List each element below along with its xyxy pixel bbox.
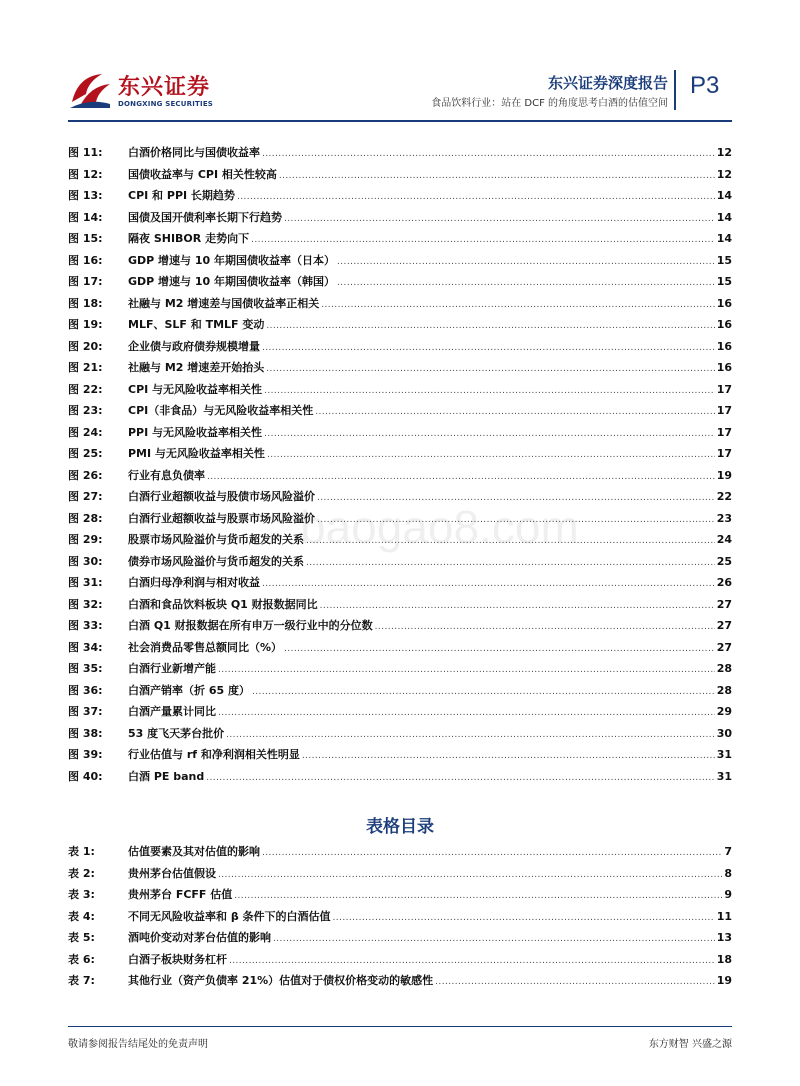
figure-toc-row[interactable] <box>68 166 732 188</box>
table-toc-row[interactable] <box>68 929 732 951</box>
figure-toc-row[interactable] <box>68 230 732 252</box>
report-subtitle: 食品饮料行业：站在 DCF 的角度思考白酒的估值空间 <box>431 98 668 109</box>
entry-page: 22 <box>716 490 732 503</box>
figure-toc-row[interactable] <box>68 617 732 639</box>
leader-dots <box>262 579 715 589</box>
footer-rule <box>68 1026 732 1027</box>
leader-dots <box>207 472 715 482</box>
figure-toc-row[interactable] <box>68 510 732 532</box>
leader-dots <box>229 956 715 966</box>
entry-page: 8 <box>724 866 732 880</box>
entry-label: 图 24: <box>68 425 103 439</box>
entry-label: 图 12: <box>68 167 103 181</box>
entry-title: 白酒产量累计同比 <box>128 705 216 718</box>
entry-label: 图 22: <box>68 382 103 396</box>
entry-label: 图 34: <box>68 640 103 654</box>
figure-toc-row[interactable] <box>68 209 732 231</box>
entry-title: 估值要素及其对估值的影响 <box>128 845 260 858</box>
entry-title: 其他行业（资产负债率 21%）估值对于债权价格变动的敏感性 <box>128 974 434 987</box>
entry-title: 社会消费品零售总额同比（%） <box>128 640 283 654</box>
entry-label: 图 29: <box>68 533 103 546</box>
entry-page: 28 <box>716 662 732 675</box>
watermark: baogao8.com <box>300 501 579 553</box>
entry-label: 图 18: <box>68 296 103 310</box>
leader-dots <box>262 149 715 159</box>
leader-dots <box>320 601 715 611</box>
entry-label: 图 16: <box>68 253 103 267</box>
entry-title: 国债及国开债利率长期下行趋势 <box>128 210 282 224</box>
entry-label: 图 21: <box>68 361 103 374</box>
entry-page: 29 <box>716 705 732 718</box>
table-list <box>68 843 732 994</box>
leader-dots <box>279 171 715 181</box>
entry-label: 图 25: <box>68 447 103 460</box>
figure-toc-row[interactable] <box>68 553 732 575</box>
figure-toc-row[interactable] <box>68 316 732 338</box>
figure-toc-row[interactable] <box>68 252 732 274</box>
figure-toc-row[interactable] <box>68 467 732 489</box>
entry-label: 图 40: <box>68 769 103 783</box>
entry-page: 14 <box>716 210 732 224</box>
leader-dots <box>226 730 715 740</box>
entry-page: 17 <box>716 404 732 417</box>
entry-title: 贵州茅台 FCFF 估值 <box>128 888 233 901</box>
entry-label: 图 36: <box>68 683 103 697</box>
figure-toc-row[interactable] <box>68 639 732 661</box>
figure-toc-row[interactable] <box>68 273 732 295</box>
entry-title: 企业债与政府债券规模增量 <box>128 339 260 353</box>
figure-toc-row[interactable] <box>68 746 732 768</box>
entry-page: 30 <box>716 726 732 740</box>
figure-toc-row[interactable] <box>68 338 732 360</box>
entry-label: 图 33: <box>68 619 103 632</box>
entry-page: 24 <box>716 533 732 546</box>
entry-label: 图 11: <box>68 146 103 159</box>
entry-page: 17 <box>716 447 732 460</box>
leader-dots <box>333 913 715 923</box>
entry-title: GDP 增速与 10 年期国债收益率（日本） <box>128 253 336 267</box>
entry-title: 白酒 Q1 财报数据在所有申万一级行业中的分位数 <box>128 619 373 632</box>
entry-title: 不同无风险收益率和 β 条件下的白酒估值 <box>128 909 331 923</box>
entry-title: 白酒 PE band <box>128 769 205 783</box>
tables-section-title: 表格目录 <box>366 817 434 837</box>
entry-title: CPI 和 PPI 长期趋势 <box>128 189 235 202</box>
header-divider <box>674 70 676 110</box>
entry-page: 18 <box>716 952 732 966</box>
entry-title: 白酒归母净利润与相对收益 <box>128 576 260 589</box>
figure-toc-row[interactable] <box>68 488 732 510</box>
entry-title: MLF、SLF 和 TMLF 变动 <box>128 318 265 331</box>
entry-label: 表 3: <box>68 888 95 901</box>
figure-toc-row[interactable] <box>68 768 732 790</box>
entry-page: 7 <box>724 845 732 858</box>
figure-toc-row[interactable] <box>68 682 732 704</box>
entry-page: 17 <box>716 382 732 396</box>
entry-page: 26 <box>716 576 732 589</box>
table-toc-row[interactable] <box>68 951 732 973</box>
entry-label: 表 1: <box>68 845 95 858</box>
figure-toc-row[interactable] <box>68 359 732 381</box>
entry-page: 15 <box>716 275 732 288</box>
table-toc-row[interactable] <box>68 908 732 930</box>
entry-page: 13 <box>716 931 732 944</box>
entry-page: 19 <box>716 468 732 482</box>
entry-title: 白酒行业超额收益与股债市场风险溢价 <box>128 490 315 503</box>
entry-title: 白酒价格同比与国债收益率 <box>128 146 260 159</box>
entry-label: 图 35: <box>68 662 103 675</box>
leader-dots <box>218 665 715 675</box>
entry-label: 表 4: <box>68 909 95 923</box>
page-header <box>0 0 800 130</box>
leader-dots <box>267 450 715 460</box>
logo-english-name: DONGXING SECURITIES <box>118 100 214 108</box>
leader-dots <box>218 870 722 880</box>
leader-dots <box>284 214 715 224</box>
entry-page: 23 <box>716 511 732 525</box>
entry-page: 27 <box>716 640 732 654</box>
leader-dots <box>262 848 722 858</box>
entry-title: 行业估值与 rf 和净利润相关性明显 <box>128 748 300 761</box>
entry-label: 图 31: <box>68 576 103 589</box>
leader-dots <box>266 321 714 331</box>
entry-label: 图 14: <box>68 210 103 224</box>
entry-label: 图 26: <box>68 468 103 482</box>
leader-dots <box>237 192 715 202</box>
entry-title: PMI 与无风险收益率相关性 <box>128 447 265 460</box>
entry-page: 19 <box>716 974 732 987</box>
logo-chinese-name: 东兴证券 <box>118 75 211 100</box>
leader-dots <box>375 622 715 632</box>
table-toc-row[interactable] <box>68 865 732 887</box>
entry-page: 9 <box>724 888 732 901</box>
entry-label: 表 2: <box>68 866 95 880</box>
entry-title: 国债收益率与 CPI 相关性较高 <box>128 167 277 181</box>
figure-toc-row[interactable] <box>68 574 732 596</box>
figure-toc-row[interactable] <box>68 295 732 317</box>
entry-label: 表 6: <box>68 952 95 966</box>
figure-toc-row[interactable] <box>68 531 732 553</box>
footer-slogan: 东方财智 兴盛之源 <box>648 1039 732 1050</box>
leader-dots <box>337 278 715 288</box>
header-rule <box>68 120 732 122</box>
entry-title: 隔夜 SHIBOR 走势向下 <box>128 232 250 245</box>
figure-toc-row[interactable] <box>68 596 732 618</box>
entry-label: 图 17: <box>68 275 103 288</box>
leader-dots <box>317 493 715 503</box>
entry-label: 图 32: <box>68 597 103 611</box>
footer-disclaimer: 敬请参阅报告结尾处的免责声明 <box>68 1039 208 1050</box>
leader-dots <box>251 235 715 245</box>
entry-page: 14 <box>716 189 732 202</box>
entry-page: 31 <box>716 748 732 761</box>
entry-page: 27 <box>716 619 732 632</box>
table-toc-row[interactable] <box>68 972 732 994</box>
leader-dots <box>264 386 715 396</box>
leader-dots <box>264 429 715 439</box>
entry-page: 15 <box>716 253 732 267</box>
entry-title: 白酒行业新增产能 <box>128 662 216 675</box>
entry-page: 16 <box>716 318 732 331</box>
entry-title: 股票市场风险溢价与货币超发的关系 <box>128 533 304 546</box>
entry-label: 图 39: <box>68 748 103 761</box>
figure-toc-row[interactable] <box>68 381 732 403</box>
entry-page: 12 <box>716 146 732 159</box>
figure-toc-row[interactable] <box>68 725 732 747</box>
figure-toc-row[interactable] <box>68 424 732 446</box>
leader-dots <box>252 687 715 697</box>
leader-dots <box>284 644 715 654</box>
leader-dots <box>262 343 715 353</box>
entry-title: 白酒和食品饮料板块 Q1 财报数据同比 <box>128 597 318 611</box>
leader-dots <box>266 364 714 374</box>
entry-title: 白酒产销率（折 65 度） <box>128 683 250 697</box>
entry-label: 图 30: <box>68 554 103 568</box>
entry-label: 图 37: <box>68 705 103 718</box>
entry-label: 图 23: <box>68 404 103 417</box>
entry-title: 酒吨价变动对茅台估值的影响 <box>128 931 271 944</box>
entry-page: 28 <box>716 683 732 697</box>
entry-label: 表 5: <box>68 931 95 944</box>
figure-toc-row[interactable] <box>68 660 732 682</box>
entry-title: 贵州茅台估值假设 <box>128 866 216 880</box>
entry-page: 12 <box>716 167 732 181</box>
entry-title: 53 度飞天茅台批价 <box>128 726 225 740</box>
entry-label: 图 28: <box>68 511 103 525</box>
entry-page: 27 <box>716 597 732 611</box>
entry-label: 图 19: <box>68 318 103 331</box>
entry-page: 14 <box>716 232 732 245</box>
leader-dots <box>317 515 715 525</box>
leader-dots <box>218 708 715 718</box>
leader-dots <box>321 300 714 310</box>
figure-toc-row[interactable] <box>68 402 732 424</box>
entry-title: 行业有息负债率 <box>128 468 205 482</box>
entry-title: 社融与 M2 增速差开始抬头 <box>128 361 265 374</box>
entry-label: 图 15: <box>68 232 103 245</box>
entry-title: 白酒行业超额收益与股票市场风险溢价 <box>128 511 315 525</box>
entry-page: 31 <box>716 769 732 783</box>
entry-label: 图 38: <box>68 726 103 740</box>
leader-dots <box>306 558 715 568</box>
entry-page: 16 <box>716 339 732 353</box>
entry-page: 16 <box>716 361 732 374</box>
leader-dots <box>435 977 715 987</box>
entry-label: 图 27: <box>68 490 103 503</box>
entry-page: 17 <box>716 425 732 439</box>
entry-page: 11 <box>716 909 732 923</box>
figure-toc-row[interactable] <box>68 144 732 166</box>
company-logo <box>68 68 218 118</box>
entry-label: 表 7: <box>68 974 95 987</box>
figure-toc-row[interactable] <box>68 445 732 467</box>
entry-title: CPI 与无风险收益率相关性 <box>128 382 263 396</box>
leader-dots <box>206 773 714 783</box>
entry-title: 社融与 M2 增速差与国债收益率正相关 <box>128 296 320 310</box>
leader-dots <box>306 536 715 546</box>
entry-title: GDP 增速与 10 年期国债收益率（韩国） <box>128 275 336 288</box>
table-toc-row[interactable] <box>68 843 732 865</box>
entry-label: 图 20: <box>68 339 103 353</box>
table-toc-row[interactable] <box>68 886 732 908</box>
entry-page: 16 <box>716 296 732 310</box>
entry-title: PPI 与无风险收益率相关性 <box>128 425 263 439</box>
leader-dots <box>234 891 722 901</box>
logo-mark-icon <box>68 68 112 112</box>
entry-title: 债券市场风险溢价与货币超发的关系 <box>128 554 304 568</box>
entry-title: CPI（非食品）与无风险收益率相关性 <box>128 404 314 417</box>
figure-list <box>68 144 732 789</box>
leader-dots <box>337 257 715 267</box>
page-number: P3 <box>690 72 720 99</box>
entry-title: 白酒子板块财务杠杆 <box>128 952 227 966</box>
entry-page: 25 <box>716 554 732 568</box>
leader-dots <box>302 751 715 761</box>
report-title: 东兴证券深度报告 <box>547 74 668 92</box>
figure-toc-row[interactable] <box>68 703 732 725</box>
figure-toc-row[interactable] <box>68 187 732 209</box>
leader-dots <box>315 407 714 417</box>
leader-dots <box>273 934 715 944</box>
entry-label: 图 13: <box>68 189 103 202</box>
